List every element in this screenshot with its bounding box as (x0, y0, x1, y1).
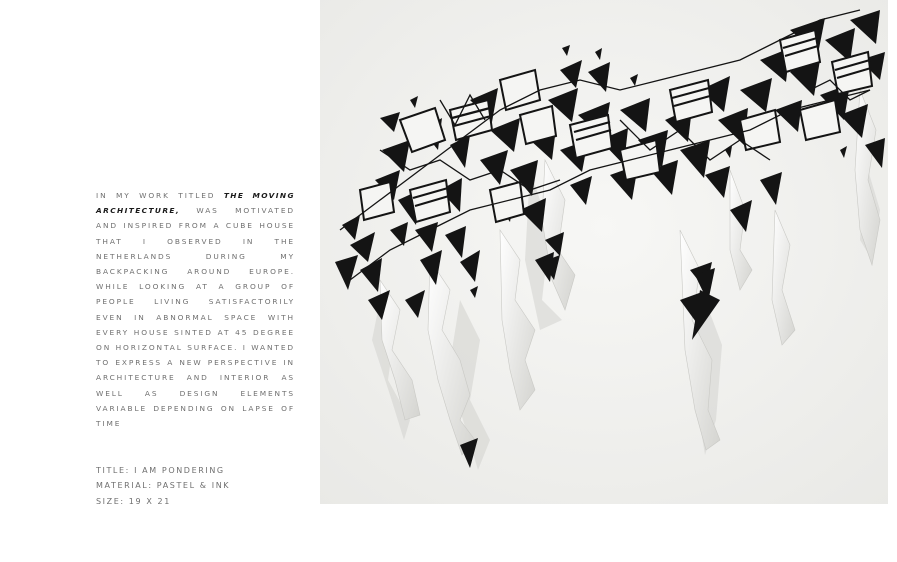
credit-size: SIZE: 19 X 21 (96, 496, 171, 506)
artwork-credits (96, 463, 230, 509)
artwork-series-title: THE MOVING ARCHITECTURE, (96, 191, 295, 216)
artist-statement (96, 188, 295, 431)
credit-material: MATERIAL: PASTEL & INK (96, 481, 231, 491)
credit-title: TITLE: I AM PONDERING (96, 466, 225, 475)
statement-body: WAS MOTIVATED AND INSPIRED FROM A CUBE HOUSE THAT I OBSERVED IN THE NETHERLANDS DURING MY BACKPACKING AROUND EUROPE. WHILE LOOKING AT A GROUP OF PEOPLE LIVING SATISFACTORILY EVEN IN ABNORMAL SPACE WITH EVERY HOUSE SINTED AT 45 DEGREE ON HORIZONTAL SURFACE. I WANTED TO EXPRESS A NEW PERSPECTIVE IN ARCHITECTURE AND INTERIOR AS WELL AS DESIGN ELEMENTS VARIABLE DEPENDING ON LAPSE OF TIME (96, 206, 295, 429)
artwork-image (320, 0, 888, 504)
statement-intro: IN MY WORK TITLED (96, 191, 224, 200)
artwork-illustration (320, 0, 888, 504)
statement-paragraph (96, 188, 295, 431)
